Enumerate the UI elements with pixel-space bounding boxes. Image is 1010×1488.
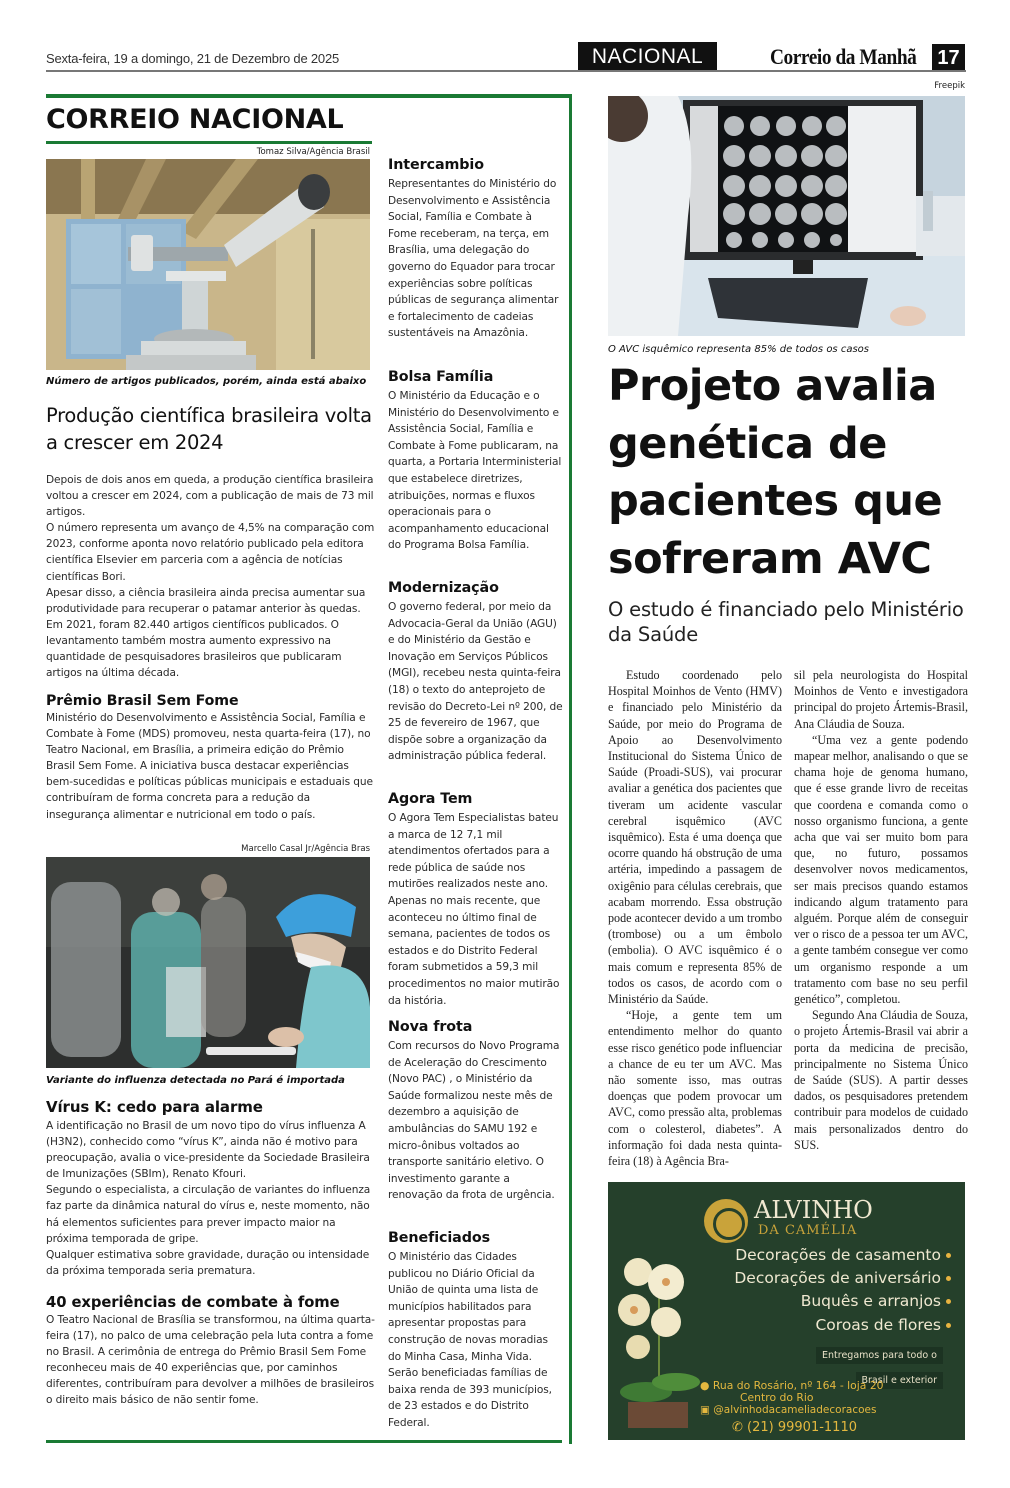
ad-service-item: Coroas de flores [734,1314,951,1337]
ad-service-item: Buquês e arranjos [734,1290,951,1313]
location-pin-icon: ● [700,1379,710,1392]
lead-paragraph: Depois de dois anos em queda, a produção científica brasileira voltou a crescer em 2024, com a publicação de mais de 73 mil artigos. [46,474,374,519]
premio-article [46,693,376,823]
brief-title: Nova frota [388,1019,473,1035]
instagram-icon: ▣ [700,1404,710,1416]
newspaper-masthead: Correio da Manhã [770,44,917,69]
bullet-icon [946,1253,951,1258]
brief-body: Com recursos do Novo Programa de Aceleração do Crescimento (Novo PAC) , o Ministério da Saúde formalizou neste mês de dezembro a aquisição de ambulâncias do SAMU 192 e micro-ônibus voltados ao transporte sanitário eletivo. O investimento garante a renovação da frota de urgência. [388,1040,560,1202]
article-headline: Projeto avalia genética de pacientes que sofreram AVC [608,361,943,584]
bullet-icon [946,1323,951,1328]
article-column-1 [608,667,782,1169]
brief-body: Representantes do Ministério do Desenvolvimento e Assistência Social, Família e Combate à Fome receberam, na terça, em Brasília, uma delegação do governo do Equador para trocar experiências sobre políticas públicas de segurança alimentar e fortalecimento de cadeias sustentáveis na Amazônia. [388,178,559,340]
health-worker-photo [46,857,370,1068]
photo-credit: Freepik [934,81,965,91]
telescope-image-icon [46,159,370,370]
ad-phone: ✆ (21) 99901-1110 [732,1420,857,1435]
brief-intercambio [388,157,563,342]
virus-k-title: Vírus K: cedo para alarme [46,1098,263,1116]
page-number: 17 [932,44,965,71]
ad-service-item: Decorações de casamento [734,1244,951,1267]
experiencias-article [46,1294,376,1409]
photo-caption: O AVC isquêmico representa 85% de todos os casos [608,344,869,355]
virus-k-paragraph: Segundo o especialista, a circulação de variantes do influenza faz parte da dinâmica natural do vírus e, neste momento, não há elementos suficientes para prever impacto maior na próxima temporada de gripe. [46,1184,371,1245]
article-paragraph: “Uma vez a gente podendo mapear melhor, analisando o que se chama hoje de genoma humano, que é esse grande livro de receitas que coordena e comanda como o nosso organismo funciona, a gente acha que vai ser muito bom para que, no futuro, possamos desenvolver novos medicamentos, ser mais precisos quando estamos indicando algum tratamento para alguém. Porque além de conseguir ver o risco de a pessoa ter um AVC, a gente também consegue ver como um organismo responde a um tratamento com base no seu perfil genético”, completou. [794,732,968,1007]
premio-body: Ministério do Desenvolvimento e Assistência Social, Família e Combate à Fome (MDS) promoveu, nesta quarta-feira (17), no Teatro Nacional, em Brasília, a primeira edição do Prêmio Brasil Sem Fome. A iniciativa busca destacar experiências bem-sucedidas e políticas públicas municipais e estaduais que contribuíram de forma concreta para a redução da insegurança alimentar e nutricional em todo o país. [46,712,373,821]
photo-caption: Variante do influenza detectada no Pará é importada [46,1075,345,1086]
article-subhead: O estudo é financiado pelo Ministério da Saúde [608,598,964,646]
section-box-bottom-border [46,1440,562,1443]
brief-title: Agora Tem [388,791,473,807]
lead-article-title: Produção científica brasileira volta a crescer em 2024 [46,404,372,454]
brief-title: Intercambio [388,157,484,173]
delivery-line: Entregamos para todo o [816,1347,943,1364]
photo-credit: Tomaz Silva/Agência Brasil [256,147,370,157]
brain-scan-image-icon [608,96,965,336]
issue-date: Sexta-feira, 19 a domingo, 21 de Dezembro de 2025 [46,51,340,66]
photo-caption: Número de artigos publicados, porém, ainda está abaixo [46,376,367,387]
virus-k-body [46,1118,376,1279]
section-label: NACIONAL [578,42,717,71]
lead-paragraph: Apesar disso, a ciência brasileira ainda precisa aumentar sua produtividade para recuperar o patamar anterior às quedas. Em 2021, foram 82.440 artigos científicos publicados. O levantamento também mostra aumento expressivo na quantidade de pesquisadores brasileiros que publicaram artigos na última década. [46,586,366,680]
section-title: CORREIO NACIONAL [46,104,344,135]
article-column-2 [794,667,968,1153]
brief-beneficiados [388,1230,563,1432]
header-divider [46,70,966,72]
section-box-top-border [46,94,572,98]
ad-brand-name: ALVINHO [754,1196,873,1224]
health-worker-image-icon [46,857,370,1068]
photo-credit: Marcello Casal Jr/Agência Bras [241,844,370,854]
experiencias-body: O Teatro Nacional de Brasília se transformou, na última quarta-feira (17), no palco de uma celebração pela luta contra a fome no Brasil. A cerimônia de entrega do Prêmio Brasil Sem Fome reconheceu mais de 40 experiências que, por caminhos diferentes, contribuíram para devolver a milhões de brasileiros o direito mais básico de não sentir fome. [46,1314,375,1407]
ad-instagram: ▣ @alvinhodacameliadecoracoes [700,1404,877,1416]
experiencias-title: 40 experiências de combate à fome [46,1294,340,1311]
telescope-photo [46,159,370,370]
brief-agora-tem [388,791,563,1009]
brief-body: O Ministério das Cidades publicou no Diário Oficial da União de quinta uma lista de municípios habilitados para apresentar propostas para construção de novas moradias do Minha Casa, Minha Vida. Serão beneficiadas famílias de baixa renda de 393 municípios, de 23 estados e do Distrito Federal. [388,1251,552,1429]
brief-title: Bolsa Família [388,369,494,385]
ad-service-item: Decorações de aniversário [734,1267,951,1290]
premio-title: Prêmio Brasil Sem Fome [46,693,239,709]
section-title-rule [46,141,372,144]
brief-nova-frota [388,1019,563,1204]
florist-advertisement[interactable] [608,1182,965,1440]
ad-services-list [734,1244,951,1337]
article-paragraph: Segundo Ana Cláudia de Souza, o projeto Ártemis-Brasil vai abrir a porta da medicina de precisão, principalmente no Sistema Único de Saúde (SUS). A partir desses dados, os pesquisadores pretendem contribuir para modelos de cuidado mais personalizados dentro do SUS. [794,1008,968,1152]
ad-brand-subtitle: DA CAMÉLIA [758,1223,858,1238]
brief-title: Modernização [388,580,499,596]
lead-article-body [46,472,376,681]
brain-scan-photo [608,96,965,336]
brief-bolsa-familia [388,369,563,554]
brief-modernizacao [388,580,563,765]
section-box-right-border [569,94,572,1444]
virus-k-paragraph: Qualquer estimativa sobre gravidade, duração ou intensidade da próxima temporada seria prematura. [46,1248,370,1277]
brief-body: O governo federal, por meio da Advocacia-Geral da União (AGU) e do Ministério da Gestão e Inovação em Serviços Públicos (MGI), recebeu nesta quinta-feira (18) o texto do anteprojeto de revisão do Decreto-Lei nº 200, de 25 de fevereiro de 1967, que dispõe sobre a organização da administração pública federal. [388,601,563,763]
article-paragraph: “Hoje, a gente tem um entendimento melhor do quanto esse risco genético pode influenciar a chance de eu ter um AVC. Mas não somente isso, mas outras doenças que podem provocar um AVC, como pressão alta, problemas com o colesterol, diabetes”. A informação foi dada nesta quinta-feira (18) à Agência Bra- [608,1008,782,1169]
whatsapp-icon: ✆ [732,1420,743,1435]
article-paragraph: Estudo coordenado pelo Hospital Moinhos de Vento (HMV) e financiado pelo Ministério da Saúde, por meio do Programa de Apoio ao Desenvolvimento Institucional do Sistema Único de Saúde (Proadi-SUS), vai procurar avaliar a genética dos pacientes que tiveram um acidente vascular cerebral isquêmico (AVC isquêmico). Esta é uma doença que ocorre quando há obstrução de uma artéria, impedindo a passagem de oxigênio para células cerebrais, que acabam morrendo. Essa obstrução pode acontecer devido a um trombo (trombose) ou a um êmbolo (embolia). O AVC isquêmico é o mais comum e representa 85% de todos os casos, de acordo com o Ministério da Saúde. [608,668,782,1007]
virus-k-article [46,1098,376,1279]
bullet-icon [946,1276,951,1281]
brief-title: Beneficiados [388,1230,490,1246]
bullet-icon [946,1299,951,1304]
ad-address: ● Rua do Rosário, nº 164 - loja 20 Centro do Rio [700,1379,884,1404]
article-paragraph: sil pela neurologista do Hospital Moinhos de Vento e investigadora principal do projeto Ártemis-Brasil, Ana Cláudia de Souza. [794,668,968,731]
orchid-icon [616,1252,704,1432]
lead-paragraph: O número representa um avanço de 4,5% na comparação com 2023, conforme aponta novo relatório publicado pela editora científica Elsevier em parceria com a agência de notícias científicas Bori. [46,522,375,583]
brief-body: O Agora Tem Especialistas bateu a marca de 12 7,1 mil atendimentos ofertados para a rede pública de saúde nos mutirões realizados neste ano. Apenas no mais recente, que aconteceu no último final de semana, pacientes de todos os estados e do Distrito Federal foram submetidos a 59,3 mil procedimentos no maior mutirão da história. [388,812,560,1007]
brief-body: O Ministério da Educação e o Ministério do Desenvolvimento e Assistência Social, Família e Combate à Fome publicaram, na quarta, a Portaria Interministerial que estabelece diretrizes, atribuições, normas e fluxos operacionais para o acompanhamento educacional do Programa Bolsa Família. [388,390,562,552]
florist-logo-icon [704,1199,748,1243]
delivery-line: Brasil e exterior [856,1372,944,1389]
virus-k-paragraph: A identificação no Brasil de um novo tipo do vírus influenza A (H3N2), conhecido como “vírus K”, ainda não é motivo para preocupação, avalia o vice-presidente da Sociedade Brasileira de Imunizações (SBIm), Renato Kfouri. [46,1120,370,1181]
